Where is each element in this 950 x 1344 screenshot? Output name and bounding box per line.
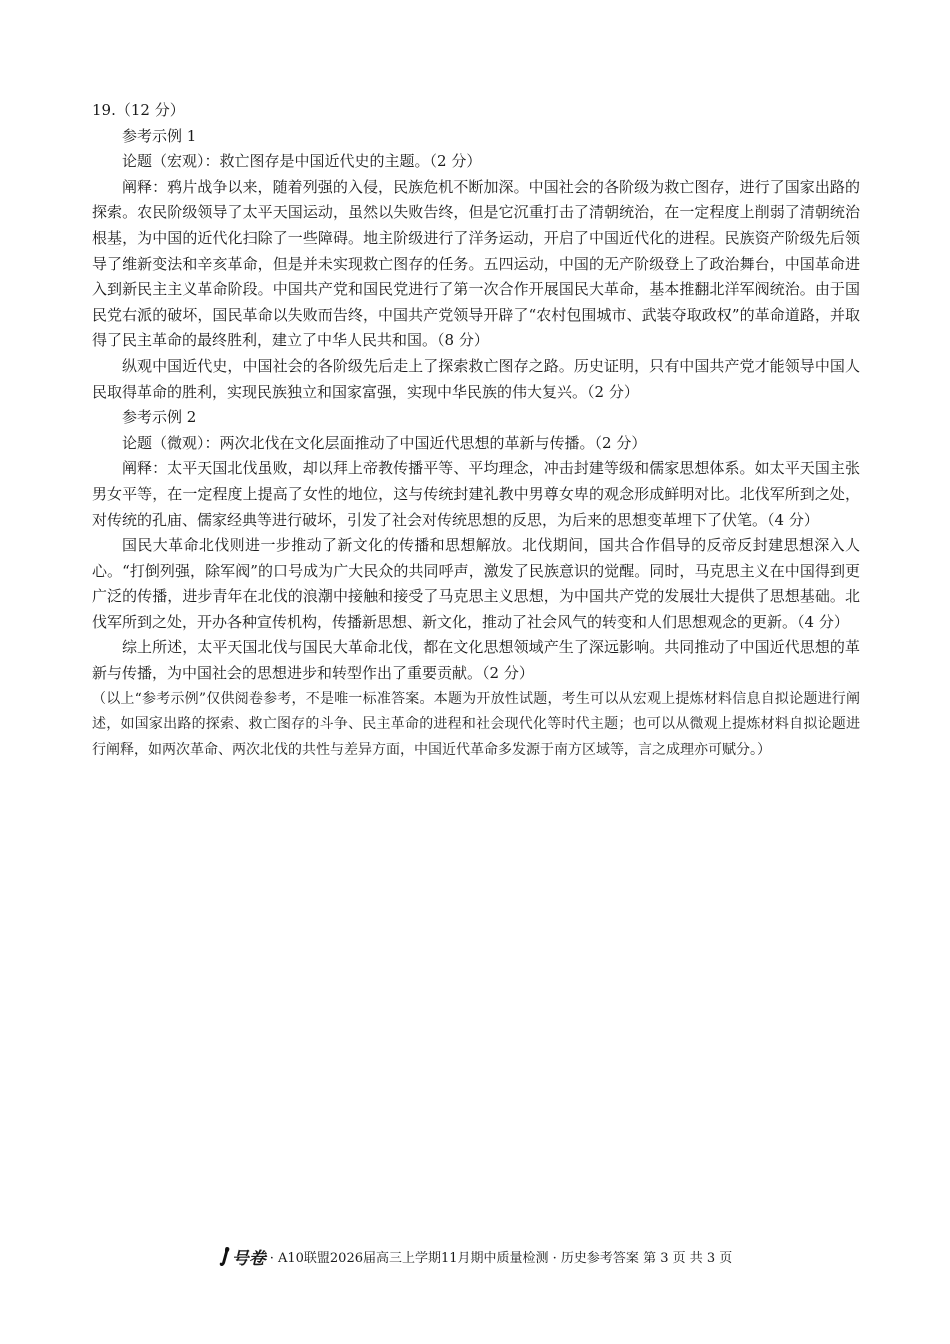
footer-text: · A10联盟2026届高三上学期11月期中质量检测 · 历史参考答案 第 3 页 共 3 页: [269, 1251, 733, 1266]
brand-mark-icon: [218, 1246, 232, 1268]
example2-paragraph: 国民大革命北伐则进一步推动了新文化的传播和思想解放。北伐期间，国共合作倡导的反帝反封建思想深入人心。“打倒列强，除军阀”的口号成为广大民众的共同呼声，激发了民族意识的觉醒。同时，马克思主义在中国得到更广泛的传播，进步青年在北伐的浪潮中接触和接受了马克思主义思想，为中国共产党的发展壮大提供了思想基础。北伐军所到之处，开办各种宣传机构，传播新思想、新文化，推动了社会风气的转变和人们思想观念的更新。（4 分）: [92, 536, 860, 631]
brand-logo: [218, 1244, 266, 1269]
example1-label: 参考示例 1: [122, 126, 197, 145]
example2-thesis: 论题（微观）：两次北伐在文化层面推动了中国近代思想的革新与传播。（2 分）: [122, 433, 647, 452]
brand-logo-text: 号卷: [231, 1249, 266, 1269]
example2-paragraph: 阐释：太平天国北伐虽败，却以拜上帝教传播平等、平均理念，冲击封建等级和儒家思想体系。如太平天国主张男女平等，在一定程度上提高了女性的地位，这与传统封建礼教中男尊女卑的观念形成鲜明对比。北伐军所到之处，对传统的孔庙、儒家经典等进行破坏，引发了社会对传统思想的反思，为后来的思想变革埋下了伏笔。（4 分）: [92, 459, 860, 529]
answer-content: [92, 98, 860, 763]
question-number: 19.（12 分）: [92, 101, 185, 119]
example2-label: 参考示例 2: [122, 408, 197, 427]
page-footer: [0, 1244, 950, 1272]
example1-thesis: 论题（宏观）：救亡图存是中国近代史的主题。（2 分）: [122, 152, 482, 171]
example1-paragraph: 阐释：鸦片战争以来，随着列强的入侵，民族危机不断加深。中国社会的各阶级为救亡图存，进行了国家出路的探索。农民阶级领导了太平天国运动，虽然以失败告终，但是它沉重打击了清朝统治，在一定程度上削弱了清朝统治根基，为中国的近代化扫除了一些障碍。地主阶级进行了洋务运动，开启了中国近代化的进程。民族资产阶级先后领导了维新变法和辛亥革命，但是并未实现救亡图存的任务。五四运动，中国的无产阶级登上了政治舞台，中国革命进入到新民主主义革命阶段。中国共产党和国民党进行了第一次合作开展国民大革命，基本推翻北洋军阀统治。由于国民党右派的破坏，国民革命以失败而告终，中国共产党领导开辟了“农村包围城市、武装夺取政权”的革命道路，并取得了民主革命的最终胜利，建立了中华人民共和国。（8 分）: [92, 177, 860, 350]
example1-paragraph: 纵观中国近代史，中国社会的各阶级先后走上了探索救亡图存之路。历史证明，只有中国共产党才能领导中国人民取得革命的胜利，实现民族独立和国家富强，实现中华民族的伟大复兴。（2 分）: [92, 356, 860, 401]
example2-paragraph: 综上所述，太平天国北伐与国民大革命北伐，都在文化思想领域产生了深远影响。共同推动了中国近代思想的革新与传播，为中国社会的思想进步和转型作出了重要贡献。（2 分）: [92, 638, 860, 683]
grading-note: （以上“参考示例”仅供阅卷参考，不是唯一标准答案。本题为开放性试题，考生可以从宏观上提炼材料信息自拟论题进行阐述，如国家出路的探索、救亡图存的斗争、民主革命的进程和社会现代化等时代主题；也可以从微观上提炼材料自拟论题进行阐释，如两次革命、两次北伐的共性与差异方面，中国近代革命多发源于南方区域等，言之成理亦可赋分。）: [92, 690, 860, 758]
